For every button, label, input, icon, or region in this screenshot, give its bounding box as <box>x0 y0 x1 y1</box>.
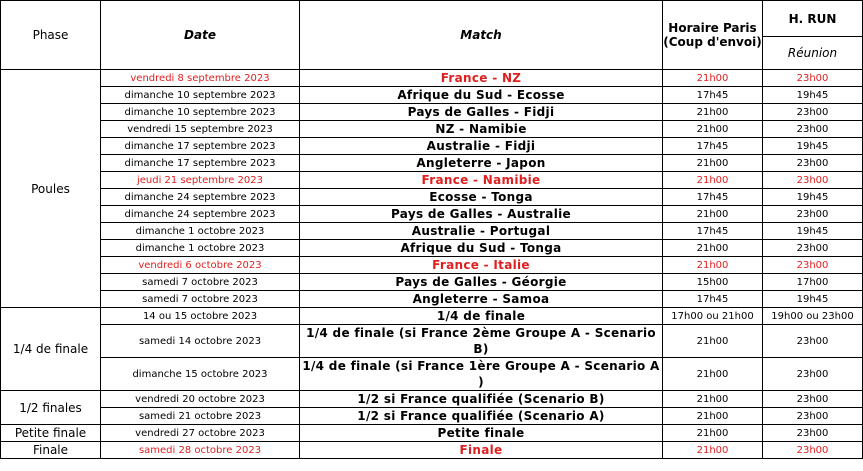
paris-time-cell: 21h00 <box>663 391 763 408</box>
paris-time-cell: 21h00 <box>663 240 763 257</box>
run-time-cell: 23h00 <box>763 121 863 138</box>
run-time-cell: 23h00 <box>763 104 863 121</box>
paris-time-cell: 21h00 <box>663 425 763 442</box>
date-cell: dimanche 15 octobre 2023 <box>101 358 300 391</box>
paris-time-cell: 21h00 <box>663 206 763 223</box>
match-cell: Pays de Galles - Fidji <box>300 104 663 121</box>
date-cell: samedi 28 octobre 2023 <box>101 442 300 459</box>
match-cell: Angleterre - Japon <box>300 155 663 172</box>
paris-time-cell: 21h00 <box>663 121 763 138</box>
run-time-cell: 23h00 <box>763 172 863 189</box>
match-cell: Pays de Galles - Géorgie <box>300 274 663 291</box>
date-cell: vendredi 20 octobre 2023 <box>101 391 300 408</box>
phase-cell: Finale <box>1 442 101 459</box>
date-cell: dimanche 10 septembre 2023 <box>101 104 300 121</box>
run-time-cell: 23h00 <box>763 408 863 425</box>
run-time-cell: 23h00 <box>763 155 863 172</box>
run-time-cell: 23h00 <box>763 325 863 358</box>
date-cell: samedi 7 octobre 2023 <box>101 274 300 291</box>
paris-time-cell: 21h00 <box>663 104 763 121</box>
paris-time-cell: 21h00 <box>663 172 763 189</box>
table-row <box>1 104 863 121</box>
run-time-cell: 19h45 <box>763 223 863 240</box>
match-cell: 1/4 de finale (si France 1ère Groupe A - Scenario A ) <box>300 358 663 391</box>
paris-time-cell: 17h45 <box>663 138 763 155</box>
match-cell: Ecosse - Tonga <box>300 189 663 206</box>
paris-time-cell: 17h45 <box>663 87 763 104</box>
date-cell: vendredi 15 septembre 2023 <box>101 121 300 138</box>
table-row <box>1 189 863 206</box>
table-row <box>1 223 863 240</box>
run-time-cell: 23h00 <box>763 70 863 87</box>
date-cell: samedi 7 octobre 2023 <box>101 291 300 308</box>
run-time-cell: 19h45 <box>763 189 863 206</box>
run-time-cell: 17h00 <box>763 274 863 291</box>
date-cell: dimanche 24 septembre 2023 <box>101 189 300 206</box>
phase-cell: 1/4 de finale <box>1 308 101 391</box>
match-cell: Petite finale <box>300 425 663 442</box>
reunion-header: Réunion <box>763 37 863 70</box>
table-row <box>1 425 863 442</box>
match-cell: France - Namibie <box>300 172 663 189</box>
table-row <box>1 121 863 138</box>
date-cell: samedi 14 octobre 2023 <box>101 325 300 358</box>
match-cell: Australie - Fidji <box>300 138 663 155</box>
table-row <box>1 257 863 274</box>
paris-time-cell: 17h45 <box>663 189 763 206</box>
run-time-cell: 23h00 <box>763 391 863 408</box>
table-row <box>1 172 863 189</box>
date-cell: dimanche 24 septembre 2023 <box>101 206 300 223</box>
match-cell: France - Italie <box>300 257 663 274</box>
table-row <box>1 442 863 459</box>
date-cell: dimanche 1 octobre 2023 <box>101 223 300 240</box>
phase-cell: Poules <box>1 70 101 308</box>
h-run-header: H. RUN <box>763 1 863 37</box>
table-row <box>1 70 863 87</box>
table-row <box>1 155 863 172</box>
run-time-cell: 23h00 <box>763 442 863 459</box>
match-cell: France - NZ <box>300 70 663 87</box>
run-time-cell: 23h00 <box>763 358 863 391</box>
paris-time-cell: 21h00 <box>663 257 763 274</box>
paris-time-cell: 21h00 <box>663 155 763 172</box>
date-cell: samedi 21 octobre 2023 <box>101 408 300 425</box>
match-cell: 1/2 si France qualifiée (Scenario A) <box>300 408 663 425</box>
match-cell: Afrique du Sud - Ecosse <box>300 87 663 104</box>
header-row <box>1 1 863 37</box>
date-cell: vendredi 27 octobre 2023 <box>101 425 300 442</box>
table-row <box>1 274 863 291</box>
match-cell: Afrique du Sud - Tonga <box>300 240 663 257</box>
table-row <box>1 291 863 308</box>
match-cell: 1/2 si France qualifiée (Scenario B) <box>300 391 663 408</box>
date-header: Date <box>101 1 300 70</box>
paris-time-cell: 21h00 <box>663 70 763 87</box>
date-cell: 14 ou 15 octobre 2023 <box>101 308 300 325</box>
date-cell: dimanche 17 septembre 2023 <box>101 138 300 155</box>
match-cell: Finale <box>300 442 663 459</box>
run-time-cell: 19h45 <box>763 87 863 104</box>
table-row <box>1 138 863 155</box>
paris-time-cell: 17h45 <box>663 291 763 308</box>
run-time-cell: 23h00 <box>763 206 863 223</box>
paris-time-cell: 17h00 ou 21h00 <box>663 308 763 325</box>
table-row <box>1 391 863 408</box>
run-time-cell: 19h45 <box>763 138 863 155</box>
table-row <box>1 325 863 358</box>
date-cell: dimanche 17 septembre 2023 <box>101 155 300 172</box>
paris-time-cell: 17h45 <box>663 223 763 240</box>
run-time-cell: 19h00 ou 23h00 <box>763 308 863 325</box>
match-cell: Pays de Galles - Australie <box>300 206 663 223</box>
phase-cell: Petite finale <box>1 425 101 442</box>
match-header: Match <box>300 1 663 70</box>
date-cell: dimanche 10 septembre 2023 <box>101 87 300 104</box>
date-cell: vendredi 6 octobre 2023 <box>101 257 300 274</box>
table-row <box>1 358 863 391</box>
phase-cell: 1/2 finales <box>1 391 101 425</box>
run-time-cell: 23h00 <box>763 257 863 274</box>
run-time-cell: 23h00 <box>763 425 863 442</box>
match-cell: NZ - Namibie <box>300 121 663 138</box>
run-time-cell: 19h45 <box>763 291 863 308</box>
phase-header: Phase <box>1 1 101 70</box>
table-row <box>1 87 863 104</box>
horaire-paris-header: Horaire Paris (Coup d'envoi) <box>663 1 763 70</box>
date-cell: vendredi 8 septembre 2023 <box>101 70 300 87</box>
match-cell: Australie - Portugal <box>300 223 663 240</box>
match-cell: 1/4 de finale <box>300 308 663 325</box>
table-row <box>1 206 863 223</box>
paris-time-cell: 21h00 <box>663 358 763 391</box>
paris-time-cell: 21h00 <box>663 408 763 425</box>
date-cell: dimanche 1 octobre 2023 <box>101 240 300 257</box>
run-time-cell: 23h00 <box>763 240 863 257</box>
paris-time-cell: 21h00 <box>663 442 763 459</box>
match-cell: Angleterre - Samoa <box>300 291 663 308</box>
date-cell: jeudi 21 septembre 2023 <box>101 172 300 189</box>
table-row <box>1 240 863 257</box>
table-row <box>1 408 863 425</box>
table-row <box>1 308 863 325</box>
match-cell: 1/4 de finale (si France 2ème Groupe A - Scenario B) <box>300 325 663 358</box>
paris-time-cell: 21h00 <box>663 325 763 358</box>
paris-time-cell: 15h00 <box>663 274 763 291</box>
